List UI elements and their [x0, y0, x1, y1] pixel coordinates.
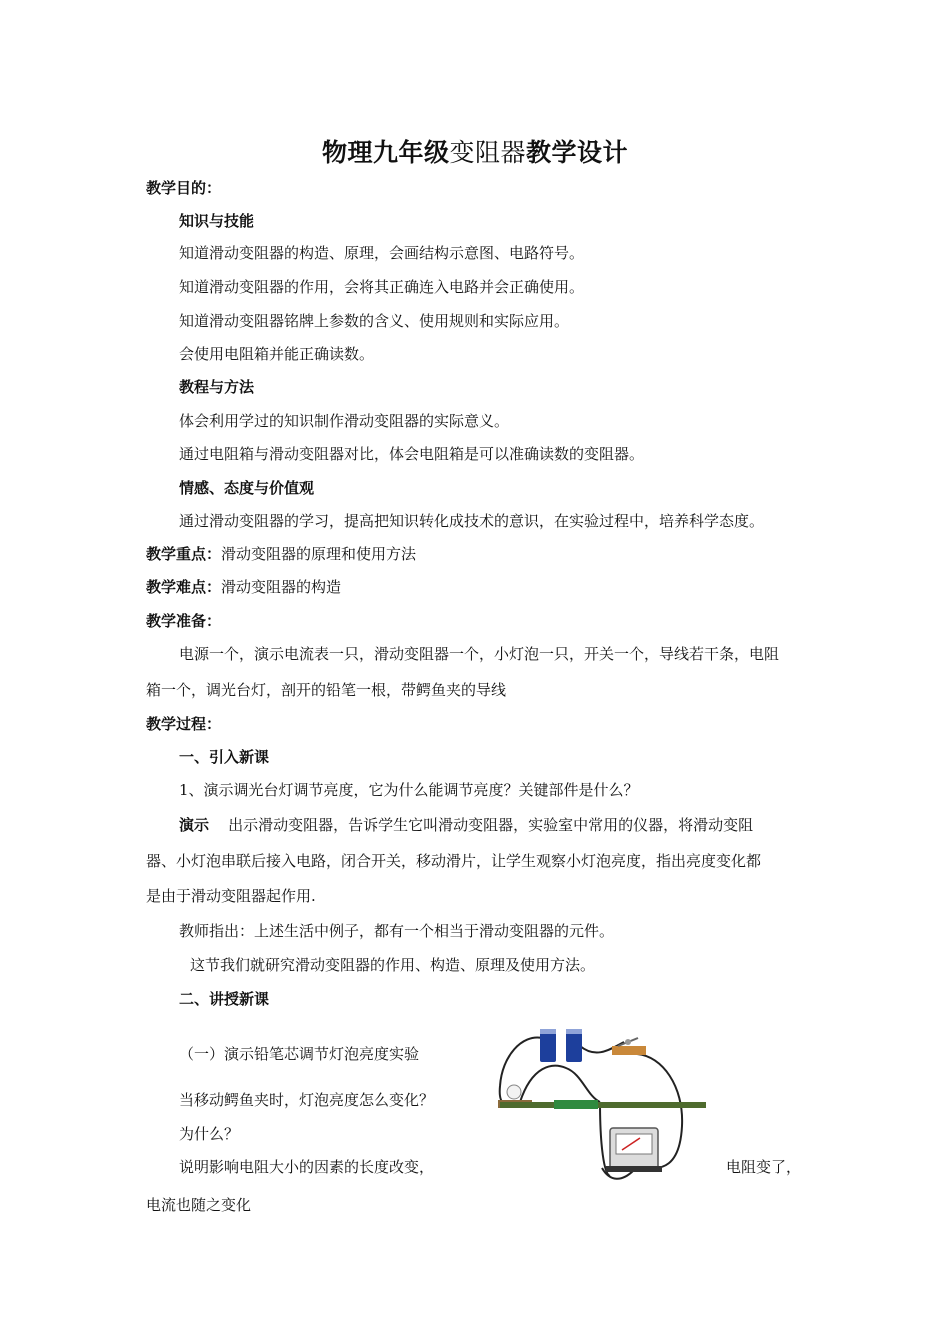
emotion-text: 通过滑动变阻器的学习，提高把知识转化成技术的意识，在实验过程中，培养科学态度。 — [179, 512, 765, 530]
process-method-item: 体会利用学过的知识制作滑动变阻器的实际意义。 — [179, 412, 510, 430]
explain-text-b: 电阻变了， — [726, 1158, 802, 1176]
section-intro: 这节我们就研究滑动变阻器的作用、构造、原理及使用方法。 — [190, 956, 596, 974]
key-point — [146, 544, 416, 564]
prep-heading: 教学准备： — [146, 612, 222, 630]
page-title — [0, 133, 950, 169]
part1-heading: 一、引入新课 — [179, 748, 270, 766]
demo-line — [179, 815, 753, 835]
demo-line: 是由于滑动变阻器起作用. — [146, 887, 316, 905]
knowledge-item: 知道滑动变阻器铭牌上参数的含义、使用规则和实际应用。 — [179, 312, 570, 330]
experiment-why: 为什么？ — [179, 1125, 240, 1143]
difficulty — [146, 577, 341, 597]
process-method-heading: 教程与方法 — [179, 378, 255, 396]
circuit-diagram-icon — [492, 1016, 718, 1184]
knowledge-item: 知道滑动变阻器的作用，会将其正确连入电路并会正确使用。 — [179, 278, 585, 296]
experiment-question: 当移动鳄鱼夹时，灯泡亮度怎么变化？ — [179, 1091, 435, 1109]
prep-text-line: 电源一个，演示电流表一只，滑动变阻器一个，小灯泡一只，开关一个，导线若干条，电阻 — [179, 645, 780, 663]
key-point-label: 教学重点： — [146, 545, 222, 563]
explain-text-c: 电流也随之变化 — [146, 1196, 252, 1214]
demo-label: 演示 — [179, 816, 210, 834]
difficulty-text: 滑动变阻器的构造 — [221, 578, 342, 596]
goals-heading: 教学目的： — [146, 179, 222, 197]
process-method-item: 通过电阻箱与滑动变阻器对比，体会电阻箱是可以准确读数的变阻器。 — [179, 445, 645, 463]
question-1: 1、演示调光台灯调节亮度，它为什么能调节亮度？关键部件是什么？ — [179, 781, 639, 799]
title-part-bold-a: 物理九年级 — [321, 138, 450, 167]
knowledge-item: 知道滑动变阻器的构造、原理，会画结构示意图、电路符号。 — [179, 244, 585, 262]
process-heading: 教学过程： — [146, 715, 222, 733]
explain-text-a: 说明影响电阻大小的因素的长度改变， — [179, 1158, 435, 1176]
prep-text-line: 箱一个，调光台灯，剖开的铅笔一根，带鳄鱼夹的导线 — [146, 681, 507, 699]
knowledge-item: 会使用电阻箱并能正确读数。 — [179, 345, 375, 363]
demo-text: 出示滑动变阻器，告诉学生它叫滑动变阻器，实验室中常用的仪器，将滑动变阻 — [228, 816, 754, 834]
key-point-text: 滑动变阻器的原理和使用方法 — [221, 545, 417, 563]
experiment-title: （一）演示铅笔芯调节灯泡亮度实验 — [179, 1045, 420, 1063]
teacher-note: 教师指出：上述生活中例子，都有一个相当于滑动变阻器的元件。 — [179, 922, 615, 940]
demo-line: 器、小灯泡串联后接入电路，闭合开关，移动滑片，让学生观察小灯泡亮度，指出亮度变化都 — [146, 852, 762, 870]
part2-heading: 二、讲授新课 — [179, 990, 270, 1008]
title-part-light: 变阻器 — [449, 138, 526, 167]
knowledge-heading: 知识与技能 — [179, 212, 255, 230]
title-part-bold-b: 教学设计 — [526, 138, 629, 167]
difficulty-label: 教学难点： — [146, 578, 222, 596]
emotion-heading: 情感、态度与价值观 — [179, 479, 315, 497]
